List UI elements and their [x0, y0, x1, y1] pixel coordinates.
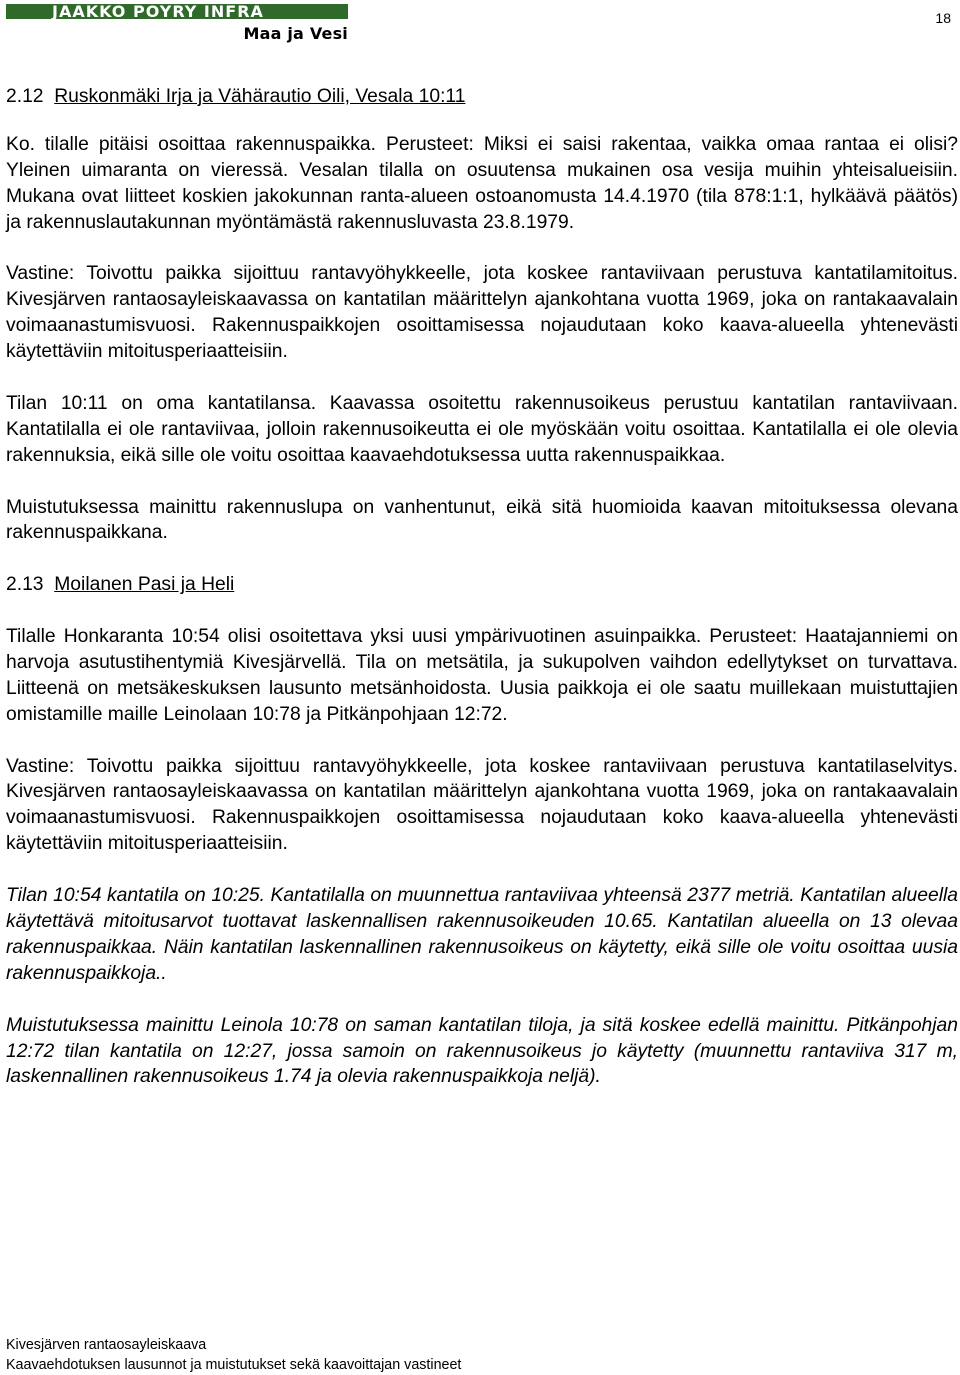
section-number: 2.13 — [6, 574, 44, 596]
paragraph-response: Vastine: Toivottu paikka sijoittuu rantavyöhykkeelle, jota koskee rantaviivaan perustuva kantatilaselvitys. Kivesjärven rantaosayleiskaavassa on kantatilan määrittelyn ajankohtana vuotta 1969, joka on rantakaavalain voimaanastumisvuosi. Rakennuspaikkojen osoittamisessa nojaudutaan koko kaava-alueella yhtenevästi käytettäviin mitoitusperiaatteisiin. — [6, 755, 958, 855]
section-heading-2-13 — [6, 572, 958, 598]
paragraph-response: Vastine: Toivottu paikka sijoittuu rantavyöhykkeelle, jota koskee rantaviivaan perustuva kantatilamitoitus. Kivesjärven rantaosayleiskaavassa on kantatilan määrittelyn ajankohtana vuotta 1969, joka on rantakaavalain voimaanastumisvuosi. Rakennuspaikkojen osoittamisessa nojaudutaan koko kaava-alueella yhtenevästi käytettäviin mitoitusperiaatteisiin. — [6, 263, 958, 363]
section-number: 2.12 — [6, 86, 44, 107]
company-logo — [6, 4, 348, 43]
page-footer — [6, 1335, 461, 1375]
paragraph-response: Muistutuksessa mainittu Leinola 10:78 on saman kantatilan tiloja, ja sitä koskee edellä mainittu. Pitkänpohjan 12:72 tilan kantatila on 12:27, jossa samoin on rakennusoikeus jo käytetty (muunnettu rantaviiva 317 m, laskennallinen rakennusoikeus 1.74 ja olevia rakennuspaikkoja neljä). — [6, 1014, 958, 1088]
paragraph-response: Tilan 10:11 on oma kantatilansa. Kaavassa osoitettu rakennusoikeus perustuu kantatilan rantaviivaan. Kantatilalla ei ole rantaviivaa, jolloin rakennusoikeutta ei ole myöskään voitu osoittaa. Kantatilalla ei ole olevia rakennuksia, eikä sille ole voitu osoittaa kaavaehdotuksessa uutta rakennuspaikkaa. — [6, 392, 958, 466]
section-heading-2-12 — [6, 84, 958, 110]
section-title: Ruskonmäki Irja ja Vähärautio Oili, Vesala 10:11 — [54, 86, 466, 107]
paragraph-response: Muistutuksessa mainittu rakennuslupa on vanhentunut, eikä sitä huomioida kaavan mitoituksessa olevana rakennuspaikkana. — [6, 496, 958, 544]
logo-sub-text: Maa ja Vesi — [243, 24, 348, 43]
document-body — [6, 84, 958, 1090]
logo-main-text: JAAKKO PÖYRY INFRA — [52, 2, 264, 21]
section-title: Moilanen Pasi ja Heli — [54, 574, 235, 596]
logo-band — [6, 4, 348, 19]
page-number: 18 — [935, 10, 951, 26]
footer-line: Kivesjärven rantaosayleiskaava — [6, 1337, 207, 1353]
paragraph-response: Tilan 10:54 kantatila on 10:25. Kantatilalla on muunnettua rantaviivaa yhteensä 2377 metriä. Kantatilan alueella käytettävä mitoitusarvot tuottavat laskennallisen rakennusoikeuden 10.65. Kantatilan alueella on 13 olevaa rakennuspaikkaa. Näin kantatilan laskennallinen rakennusoikeus on käytetty, eikä sille ole voitu osoittaa uusia rakennuspaikkoja.. — [6, 885, 958, 984]
paragraph-request: Tilalle Honkaranta 10:54 olisi osoitettava yksi uusi ympärivuotinen asuinpaikka. Perusteet: Haatajanniemi on harvoja asutustihentymiä Kivesjärvellä. Tila on metsätila, ja sukupolven vaihdon edellytykset on turvattava. Liitteenä on metsäkeskuksen lausunto metsänhoidosta. Uusia paikkoja ei ole saatu muillekaan muistuttajien omistamille maille Leinolaan 10:78 ja Pitkänpohjaan 12:72. — [6, 626, 958, 725]
footer-line: Kaavaehdotuksen lausunnot ja muistutukset sekä kaavoittajan vastineet — [6, 1357, 462, 1373]
paragraph-request: Ko. tilalle pitäisi osoittaa rakennuspaikka. Perusteet: Miksi ei saisi rakentaa, vaikka omaa rantaa ei olisi? Yleinen uimaranta on vieressä. Vesalan tilalla on osuutensa mukainen osa vesija muihin yhteisalueisiin. Mukana ovat liitteet koskien jakokunnan ranta-alueen ostoanomusta 14.4.1970 (tila 878:1:1, hylkäävä päätös) ja rakennuslautakunnan myöntämästä rakennusluvasta 23.8.1979. — [6, 133, 958, 233]
